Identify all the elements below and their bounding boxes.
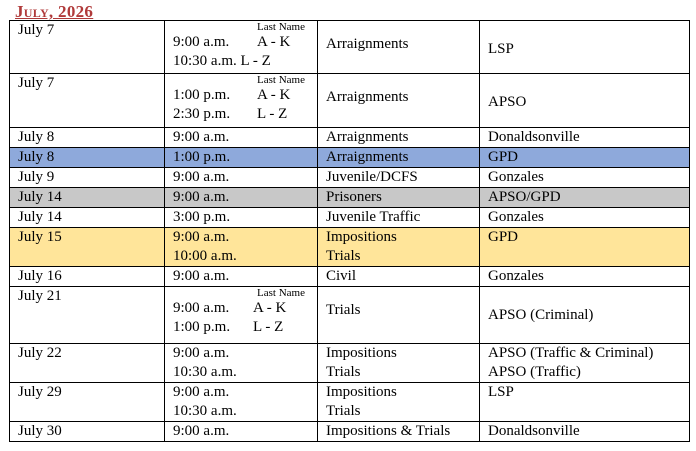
time-cell: 9:00 a.m. <box>165 128 318 148</box>
location-cell <box>480 287 690 344</box>
time-cell <box>165 21 318 74</box>
location-cell: LSP <box>480 383 690 422</box>
time-cell: 1:00 p.m. <box>165 148 318 168</box>
time-value: 1:00 p.m. <box>173 87 231 103</box>
table-row <box>10 344 690 383</box>
hearing-type: Impositions <box>326 229 397 245</box>
hearing-type: Trials <box>326 403 361 419</box>
type-cell <box>318 287 480 344</box>
time-cell: 9:00 a.m. <box>165 188 318 208</box>
hearing-type: Impositions <box>326 384 397 400</box>
time-value: 9:00 a.m. <box>173 229 230 245</box>
name-range: L - Z <box>253 319 284 335</box>
time-value: 10:30 a.m. <box>173 403 237 419</box>
time-cell <box>165 383 318 422</box>
date-cell: July 21 <box>10 287 165 344</box>
type-cell: Arraignments <box>318 148 480 168</box>
type-cell <box>318 344 480 383</box>
date-cell: July 9 <box>10 168 165 188</box>
time-value: 2:30 p.m. <box>173 106 231 122</box>
last-name-label: Last Name <box>257 287 305 299</box>
location-cell: Donaldsonville <box>480 422 690 442</box>
hearing-type: Impositions <box>326 345 397 361</box>
location-cell: Gonzales <box>480 208 690 228</box>
location-cell: GPD <box>480 228 690 267</box>
location-value: LSP <box>488 41 514 57</box>
name-range: L - Z <box>240 53 271 69</box>
location-cell: Donaldsonville <box>480 128 690 148</box>
hearing-type: Arraignments <box>326 36 409 52</box>
name-range: A - K <box>253 300 287 316</box>
date-cell: July 22 <box>10 344 165 383</box>
name-range: A - K <box>257 87 291 103</box>
time-value: 10:00 a.m. <box>173 248 237 264</box>
type-cell <box>318 383 480 422</box>
type-cell <box>318 74 480 128</box>
date-cell: July 29 <box>10 383 165 422</box>
time-cell <box>165 287 318 344</box>
month-heading: July, 2026 <box>15 2 94 21</box>
last-name-label: Last Name <box>257 74 305 86</box>
time-value: 10:30 a.m. <box>173 364 237 380</box>
hearing-type: Trials <box>326 364 361 380</box>
hearing-type: Trials <box>326 302 361 318</box>
table-row <box>10 208 690 228</box>
time-value: 9:00 a.m. <box>173 345 230 361</box>
location-cell: Gonzales <box>480 267 690 287</box>
name-range: L - Z <box>257 106 288 122</box>
location-value: APSO (Traffic) <box>488 364 581 380</box>
location-value: APSO (Traffic & Criminal) <box>488 345 654 361</box>
table-row <box>10 287 690 344</box>
table-row <box>10 422 690 442</box>
time-cell: 9:00 a.m. <box>165 422 318 442</box>
table-row <box>10 74 690 128</box>
date-cell: July 14 <box>10 208 165 228</box>
table-row <box>10 148 690 168</box>
time-cell: 9:00 a.m. <box>165 168 318 188</box>
table-row <box>10 128 690 148</box>
table-row <box>10 168 690 188</box>
table-row <box>10 383 690 422</box>
date-cell: July 16 <box>10 267 165 287</box>
type-cell: Civil <box>318 267 480 287</box>
time-cell: 3:00 p.m. <box>165 208 318 228</box>
location-cell: GPD <box>480 148 690 168</box>
court-schedule-table <box>9 20 690 442</box>
time-value: 9:00 a.m. <box>173 300 230 316</box>
name-range: A - K <box>257 34 291 50</box>
location-value: APSO (Criminal) <box>488 307 594 323</box>
date-cell: July 7 <box>10 74 165 128</box>
hearing-type: Arraignments <box>326 89 409 105</box>
time-cell: 9:00 a.m. <box>165 267 318 287</box>
time-cell <box>165 344 318 383</box>
hearing-type: Trials <box>326 248 361 264</box>
location-cell <box>480 74 690 128</box>
table-row <box>10 21 690 74</box>
date-cell: July 7 <box>10 21 165 74</box>
type-cell <box>318 228 480 267</box>
type-cell: Impositions & Trials <box>318 422 480 442</box>
type-cell: Arraignments <box>318 128 480 148</box>
last-name-label: Last Name <box>257 21 305 33</box>
location-cell <box>480 344 690 383</box>
time-value: 10:30 a.m. <box>173 53 237 69</box>
time-cell <box>165 228 318 267</box>
date-cell: July 8 <box>10 148 165 168</box>
date-cell: July 15 <box>10 228 165 267</box>
type-cell: Juvenile/DCFS <box>318 168 480 188</box>
time-value: 9:00 a.m. <box>173 384 230 400</box>
table-row <box>10 188 690 208</box>
date-cell: July 30 <box>10 422 165 442</box>
date-cell: July 8 <box>10 128 165 148</box>
time-cell <box>165 74 318 128</box>
time-value: 9:00 a.m. <box>173 34 230 50</box>
table-row <box>10 228 690 267</box>
location-value: APSO <box>488 94 527 110</box>
location-cell: Gonzales <box>480 168 690 188</box>
date-cell: July 14 <box>10 188 165 208</box>
type-cell: Juvenile Traffic <box>318 208 480 228</box>
time-value: 1:00 p.m. <box>173 319 231 335</box>
type-cell <box>318 21 480 74</box>
table-row <box>10 267 690 287</box>
location-cell: APSO/GPD <box>480 188 690 208</box>
type-cell: Prisoners <box>318 188 480 208</box>
location-cell <box>480 21 690 74</box>
